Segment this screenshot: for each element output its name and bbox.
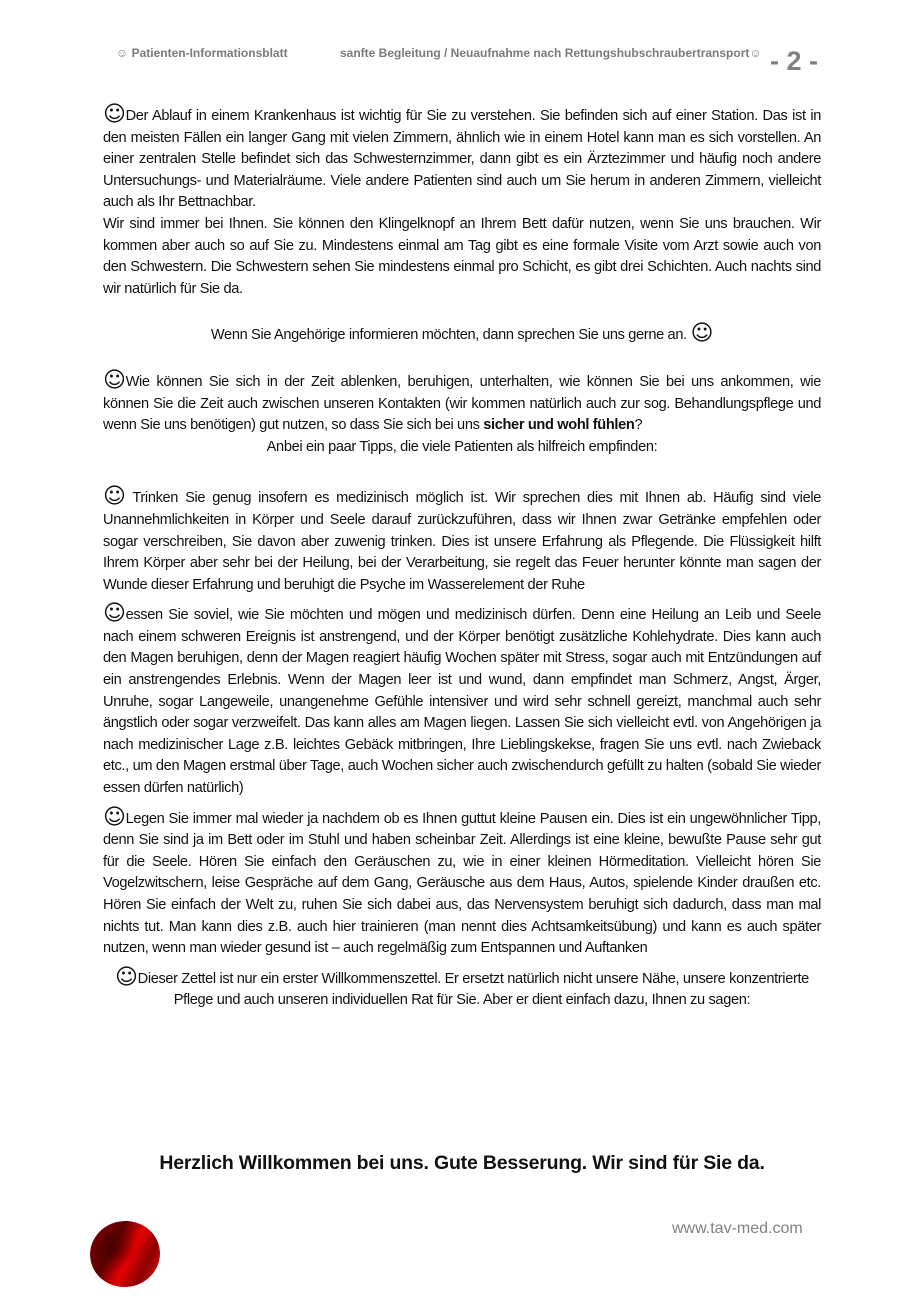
- smiley-icon: ☺: [103, 601, 126, 627]
- tip-drink: ☺ Trinken Sie genug insofern es medizinisch möglich ist. Wir sprechen dies mit Ihnen ab. Häufig sind viele Unannehmlichkeiten in Körper und Seele darauf zurückzuführen, dass wir Ihnen zwar Getränke empfehlen oder sogar verschreiben, Sie davon aber zuwenig trinken. Dies ist unsere Erfahrung als Pflegende. Die Flüssigkeit hilft Ihrem Körper aber sehr bei der Heilung, bei der Verarbeitung, sie regelt das Feuer herunter könnte man sagen der Wunde dieser Erfahrung und beruhigt die Psyche im Wasserelement der Ruhe: [103, 484, 821, 593]
- paragraph-question: ☺Wie können Sie sich in der Zeit ablenken, beruhigen, unterhalten, wie können Sie bei uns ankommen, wie können Sie die Zeit auch zwischen unseren Kontakten (wir kommen natürlich auch zur sog. Behandlungspflege und wenn Sie uns benötigen) gut nutzen, so dass Sie sich bei uns sicher und wohl fühlen?: [103, 367, 821, 434]
- smiley-icon: ☺: [103, 102, 126, 127]
- header-subtitle: sanfte Begleitung / Neuaufnahme nach Rettungshubschraubertransport☺: [340, 46, 762, 60]
- paragraph-relatives: Wenn Sie Angehörige informieren möchten, dann sprechen Sie uns gerne an. ☺: [210, 321, 714, 347]
- paragraph-hospital-flow: ☺Der Ablauf in einem Krankenhaus ist wichtig für Sie zu verstehen. Sie befinden sich auf einer Station. Das ist in den meisten Fällen ein langer Gang mit vielen Zimmern, ähnlich wie in einem Hotel kann man es sich vorstellen. An einer zentralen Stelle befindet sich das Schwesternzimmer, dann gibt es ein Ärztezimmer und häufig noch andere Untersuchungs- und Materialräume. Viele andere Patienten sind auch um Sie herum in anderen Zimmern, vielleicht auch als Ihr Bettnachbar.: [103, 102, 821, 211]
- document-body: [103, 102, 821, 1012]
- header-title: ☺ Patienten-Informationsblatt: [116, 46, 288, 60]
- tips-intro: Anbei ein paar Tipps, die viele Patienten als hilfreich empfinden:: [266, 438, 658, 455]
- smiley-icon: ☺: [103, 484, 126, 510]
- footer-url: www.tav-med.com: [672, 1220, 803, 1237]
- red-circle-logo: [86, 1216, 165, 1291]
- smiley-icon: ☺: [690, 321, 714, 347]
- tip-eat: ☺essen Sie soviel, wie Sie möchten und mögen und medizinisch dürfen. Denn eine Heilung an Leib und Seele nach einem schweren Ereignis ist anstrengend, und der Körper benötigt zusätzliche Kohlehydrate. Dies kann auch den Magen beruhigen, denn der Magen reagiert häufig Wochen später mit Stress, sogar auch mit Entzündungen auf ein anstrengendes Erlebnis. Wenn der Magen leer ist und wund, dann empfindet man Schmerz, Angst, Ärger, Unruhe, sogar Langeweile, unangenehme Gefühle intensiver und wird sehr schnell gereizt, manchmal auch sehr ängstlich oder sogar verzweifelt. Das kann alles am Magen liegen. Lassen Sie sich vielleicht evtl. von Angehörigen ja nach medizinischer Lage z.B. leichtes Gebäck mitbringen, Ihre Lieblingskekse, fragen Sie uns evtl. nach Zwieback etc., um den Magen erstmal über Tage, auch Wochen sicher auch zwischendurch gefüllt zu halten (sobald Sie wieder essen dürfen natürlich): [103, 601, 821, 797]
- tip-pause: ☺Legen Sie immer mal wieder ja nachdem ob es Ihnen guttut kleine Pausen ein. Dies ist ein ungewöhnlicher Tipp, denn Sie sind ja im Bett oder im Stuhl und haben scheinbar Zeit. Allerdings ist eine kleine, bewußte Pause sehr gut für die Seele. Hören Sie einfach den Geräuschen zu, wie in einer kleinen Hörmeditation. Vielleicht hören Sie Vogelzwitschern, leise Gespräche auf dem Gang, Geräusche aus dem Haus, Autos, spielende Kinder draußen etc. Hören Sie einfach der Welt zu, ruhen Sie sich dabei aus, das Nervensystem beruhigt sich dadurch, dass man mal nichts tut. Man kann dies z.B. auch hier trainieren (man nennt dies Achtsamkeitsübung) und kann es auch später nutzen, wenn man wieder gesund ist – auch regelmäßig zum Entspannen und Auftanken: [103, 804, 821, 957]
- page-number: - 2 -: [770, 46, 819, 76]
- smiley-icon: ☺: [115, 964, 138, 990]
- smiley-icon: ☺: [103, 367, 126, 393]
- paragraph-closing: ☺Dieser Zettel ist nur ein erster Willkommenszettel. Er ersetzt natürlich nicht unsere Nähe, unsere konzentrierte Pflege und auch unseren individuellen Rat für Sie. Aber er dient einfach dazu, Ihnen zu sagen:: [115, 964, 809, 1009]
- page-header: [0, 44, 924, 84]
- paragraph-we-are-here: Wir sind immer bei Ihnen. Sie können den Klingelknopf an Ihrem Bett dafür nutzen, wenn Sie uns brauchen. Wir kommen aber auch so auf Sie zu. Mindestens einmal am Tag gibt es eine formale Visite vom Arzt sowie auch von den Schwestern. Die Schwestern sehen Sie mindestens einmal pro Schicht, es gibt drei Schichten. Auch nachts sind wir natürlich für Sie da.: [103, 215, 821, 297]
- smiley-icon: ☺: [103, 804, 126, 830]
- welcome-heading: Herzlich Willkommen bei uns. Gute Besserung. Wir sind für Sie da.: [159, 1152, 765, 1174]
